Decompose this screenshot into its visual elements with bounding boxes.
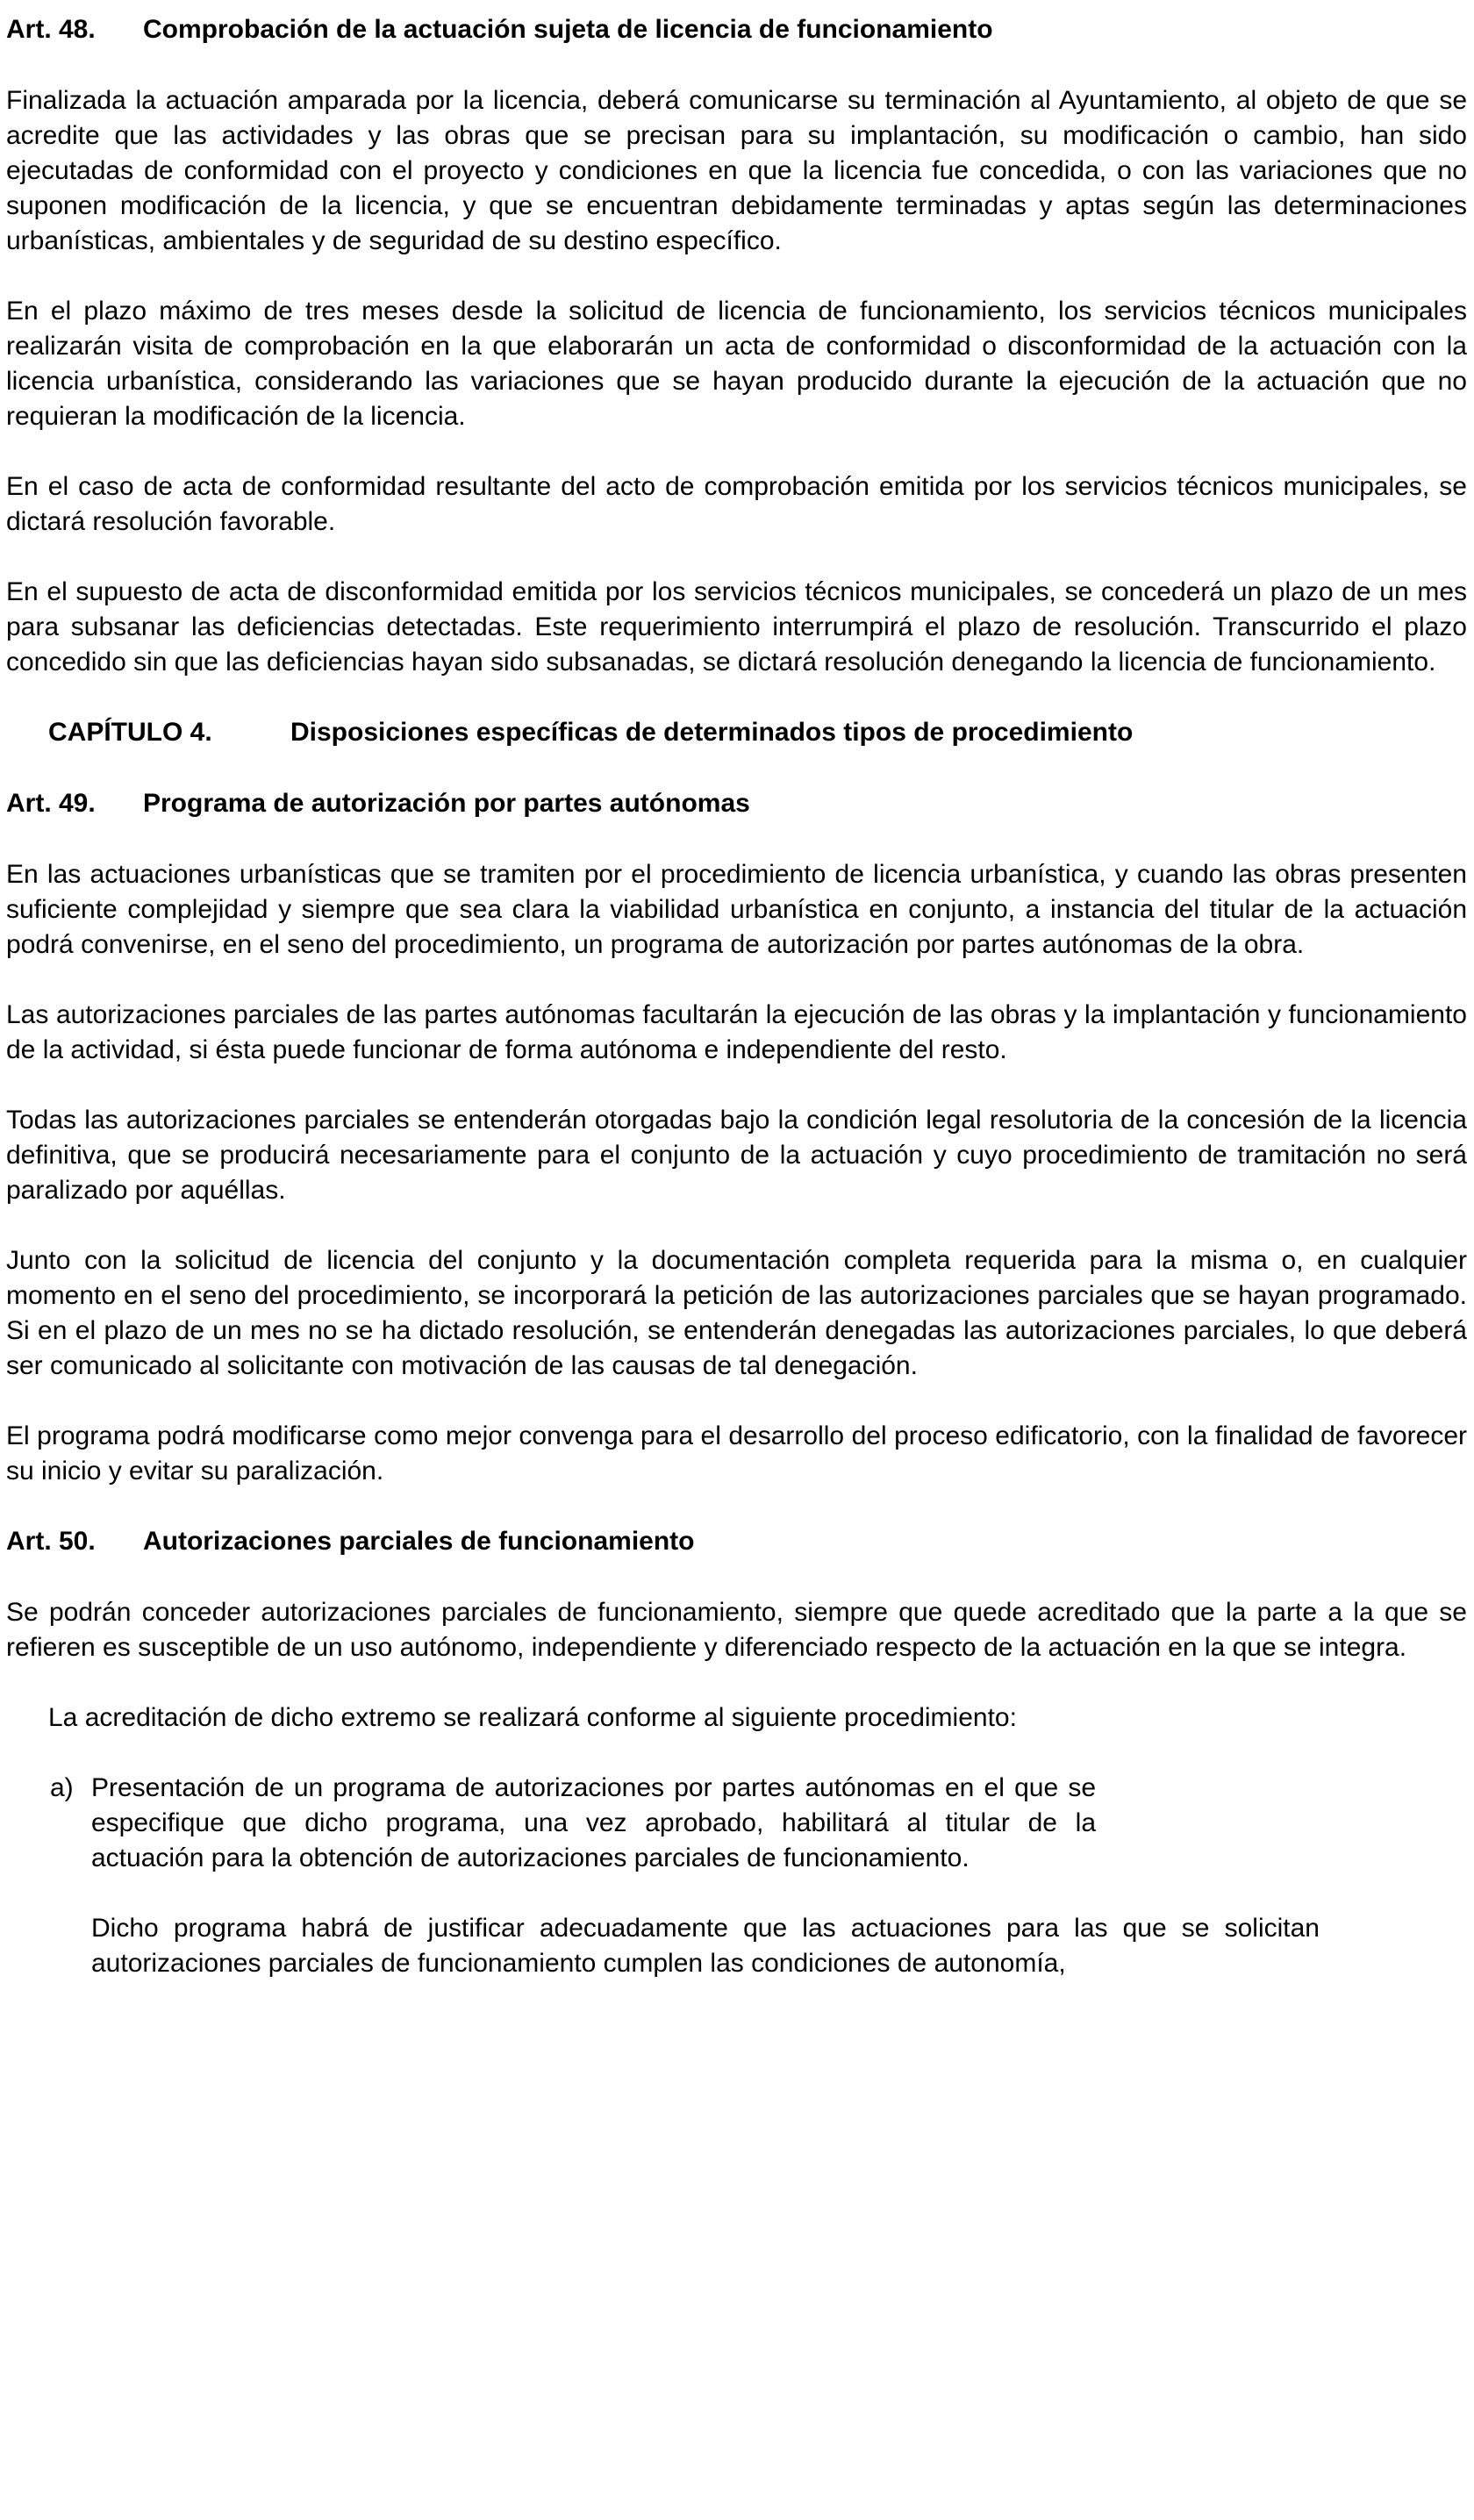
paragraph-art49-1: En las actuaciones urbanísticas que se tramiten por el procedimiento de licencia urbanística, y cuando las obras presenten suficiente complejidad y siempre que sea clara la viabilidad urbanística en conjunto, a instancia del titular de la actuación podrá convenirse, en el seno del procedimiento, un programa de autorización por partes autónomas de la obra. (6, 860, 1467, 959)
paragraph-art49-4: Junto con la solicitud de licencia del conjunto y la documentación completa requerida para la misma o, en cualquier momento en el seno del procedimiento, se incorporará la petición de las autorizaciones parciales que se hayan programado. Si en el plazo de un mes no se ha dictado resolución, se entenderán denegadas las autorizaciones parciales, lo que deberá ser comunicado al solicitante con motivación de las causas de tal denegación. (6, 1246, 1467, 1380)
list-item-a-text: Presentación de un programa de autorizaciones por partes autónomas en el que se especifique que dicho programa, una vez aprobado, habilitará al titular de la actuación para la obtención de autorizaciones parciales de funcionamiento. (91, 1773, 1096, 1872)
article-48-number: Art. 48. (6, 15, 96, 44)
chapter-4-number: CAPÍTULO 4. (48, 718, 212, 747)
paragraph-art48-2: En el plazo máximo de tres meses desde la solicitud de licencia de funcionamiento, los servicios técnicos municipales realizarán visita de comprobación en la que elaborarán un acta de conformidad o disconformidad de la actuación con la licencia urbanística, considerando las variaciones que se hayan producido durante la ejecución de la actuación que no requieran la modificación de la licencia. (6, 297, 1467, 431)
paragraph-art49-3: Todas las autorizaciones parciales se entenderán otorgadas bajo la condición legal resolutoria de la concesión de la licencia definitiva, que se producirá necesariamente para el conjunto de la actuación y cuyo procedimiento de tramitación no será paralizado por aquéllas. (6, 1106, 1467, 1205)
paragraph-art50-item-a-continuation: Dicho programa habrá de justificar adecuadamente que las actuaciones para las que se solicitan autorizaciones parciales de funcionamiento cumplen las condiciones de autonomía, (91, 1914, 1320, 1978)
paragraph-art50-procedure-intro: La acreditación de dicho extremo se realizará conforme al siguiente procedimiento: (48, 1703, 1017, 1732)
article-49-title: Programa de autorización por partes autónomas (143, 789, 750, 818)
article-48-title: Comprobación de la actuación sujeta de licencia de funcionamiento (143, 15, 993, 44)
paragraph-art49-2: Las autorizaciones parciales de las partes autónomas facultarán la ejecución de las obras y la implantación y funcionamiento de la actividad, si ésta puede funcionar de forma autónoma e independiente del resto. (6, 1000, 1467, 1064)
article-50-number: Art. 50. (6, 1527, 96, 1556)
article-heading-50 (6, 1524, 1467, 1559)
article-50-title: Autorizaciones parciales de funcionamiento (143, 1527, 695, 1556)
article-heading-48 (6, 12, 1467, 47)
list-item-a (6, 1771, 1467, 1876)
paragraph-art49-5: El programa podrá modificarse como mejor convenga para el desarrollo del proceso edificatorio, con la finalidad de favorecer su inicio y evitar su paralización. (6, 1421, 1467, 1486)
paragraph-art48-3: En el caso de acta de conformidad resultante del acto de comprobación emitida por los servicios técnicos municipales, se dictará resolución favorable. (6, 472, 1467, 536)
paragraph-art48-1: Finalizada la actuación amparada por la licencia, deberá comunicarse su terminación al Ayuntamiento, al objeto de que se acredite que las actividades y las obras que se precisan para su implantación, su modificación o cambio, han sido ejecutadas de conformidad con el proyecto y condiciones en que la licencia fue concedida, o con las variaciones que no suponen modificación de la licencia, y que se encuentran debidamente terminadas y aptas según las determinaciones urbanísticas, ambientales y de seguridad de su destino específico. (6, 86, 1467, 255)
chapter-4-title: Disposiciones específicas de determinados tipos de procedimiento (290, 718, 1134, 747)
paragraph-art50-1: Se podrán conceder autorizaciones parciales de funcionamiento, siempre que quede acreditado que la parte a la que se refieren es susceptible de un uso autónomo, independiente y diferenciado respecto de la actuación en la que se integra. (6, 1598, 1467, 1662)
article-49-number: Art. 49. (6, 789, 96, 818)
chapter-heading-4 (6, 715, 1467, 750)
article-heading-49 (6, 786, 1467, 821)
paragraph-art48-4: En el supuesto de acta de disconformidad emitida por los servicios técnicos municipales, se concederá un plazo de un mes para subsanar las deficiencias detectadas. Este requerimiento interrumpirá el plazo de resolución. Transcurrido el plazo concedido sin que las deficiencias hayan sido subsanadas, se dictará resolución denegando la licencia de funcionamiento. (6, 577, 1467, 677)
list-item-a-marker: a) (50, 1773, 74, 1802)
